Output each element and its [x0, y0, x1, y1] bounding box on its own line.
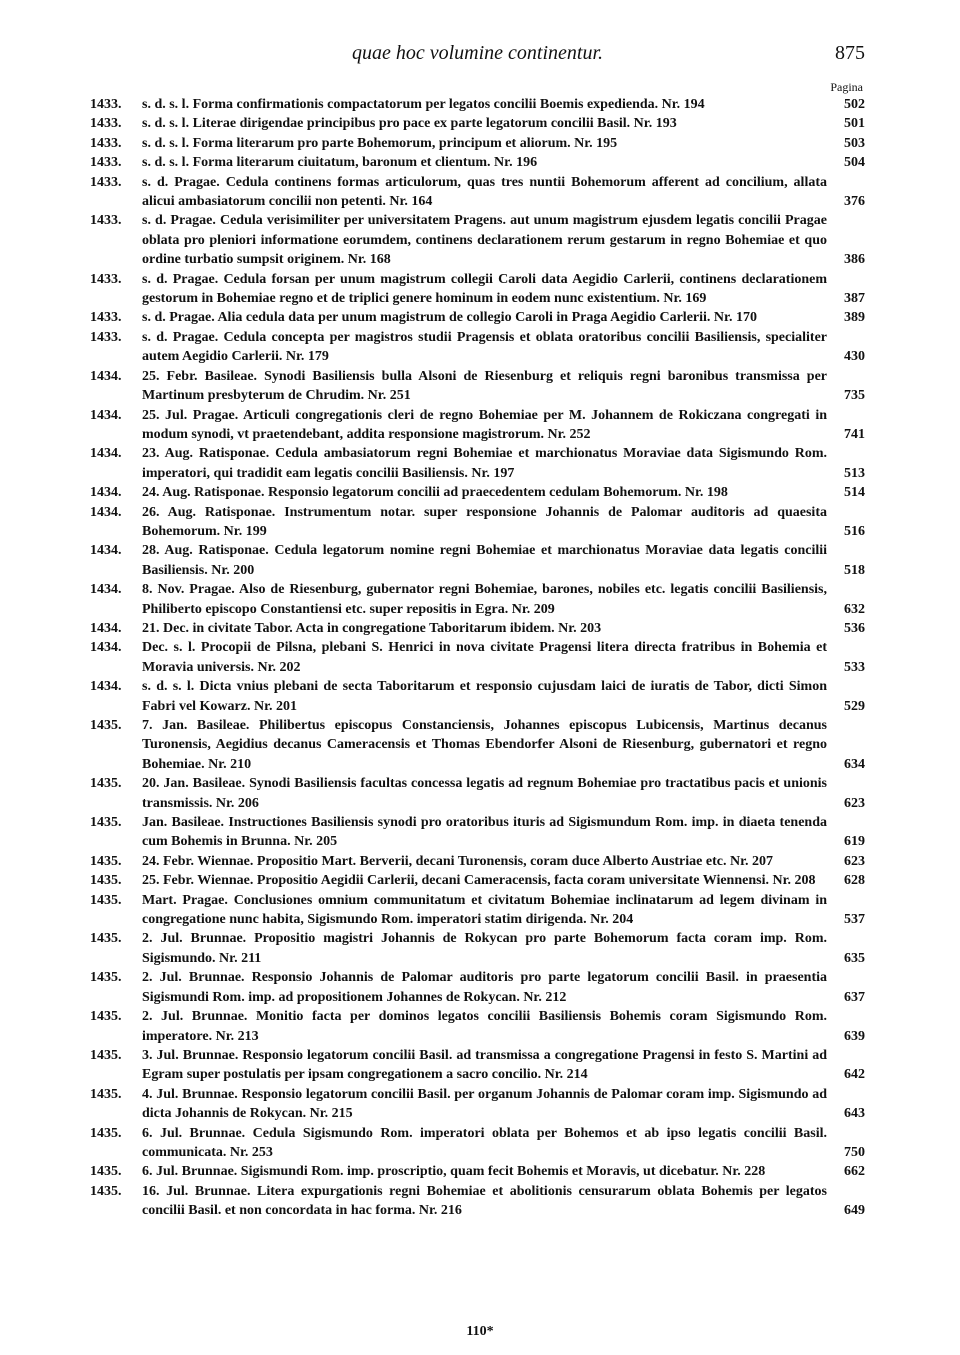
entry-year: 1435.: [90, 1164, 122, 1180]
contents-entry: [90, 1182, 865, 1221]
contents-entry: [90, 95, 865, 114]
entry-page-ref: 536: [844, 620, 865, 636]
entry-text: s. d. s. l. Forma literarum pro parte Bohemorum, principum et aliorum. Nr. 195: [142, 135, 618, 151]
entry-year: 1435.: [90, 1009, 122, 1025]
entry-page-ref: 502: [844, 97, 865, 112]
entry-year: 1435.: [90, 1183, 122, 1199]
entry-page-ref: 501: [844, 116, 865, 132]
entry-body: [142, 929, 865, 968]
contents-entry: [90, 328, 865, 367]
entry-text: s. d. s. l. Forma literarum ciuitatum, baronum et clientum. Nr. 196: [142, 155, 538, 171]
entry-text: 8. Nov. Pragae. Also de Riesenburg, gubernator regni Bohemiae, barones, nobiles etc. legatis concilii Basiliensis, Philiberto episcopo Constantiensi etc. super repositis in Egra. Nr. 209: [142, 582, 827, 617]
entry-text: 24. Febr. Wiennae. Propositio Mart. Berverii, decani Turonensis, coram duce Alberto Austriae etc. Nr. 207: [142, 853, 773, 869]
entry-text: s. d. Pragae. Cedula continens formas articulorum, quas tres nuntii Bohemorum afferent ad concilium, allata alicui ambasiatorum concilii non petenti. Nr. 164: [142, 174, 827, 210]
pagina-column-label: Pagina: [830, 80, 863, 94]
contents-entry: [90, 619, 865, 638]
contents-entry: [90, 406, 865, 445]
contents-entry: [90, 677, 865, 716]
entry-body: [142, 774, 865, 813]
entry-text: 25. Jul. Pragae. Articuli congregationis cleri de regno Bohemiae per M. Johannem de Rokiczana congregati in modum synodi, vt praetendebant, addita responsione magistrorum. Nr. 252: [142, 407, 827, 442]
entry-year: 1435.: [90, 1047, 122, 1063]
entry-text: Mart. Pragae. Conclusiones omnium communitatum et civitatum Bohemiae inclinatarum ad legem divinam in congregatione nunc habita, Sigismundo Rom. imperatori statim dirigenda. Nr. 204: [142, 892, 827, 928]
entry-body: [142, 173, 865, 212]
entry-page-ref: 735: [844, 388, 865, 404]
entry-page-ref: 635: [844, 950, 865, 966]
entry-body: [142, 114, 865, 133]
entry-year: 1433.: [90, 174, 122, 190]
entry-page-ref: 387: [844, 291, 865, 307]
contents-entry: [90, 173, 865, 212]
entry-body: [142, 852, 865, 871]
contents-entry: [90, 308, 865, 327]
contents-entry: [90, 580, 865, 619]
entry-text: 2. Jul. Brunnae. Propositio magistri Johannis de Rokycan pro parte Bohemorum facta coram imp. Rom. Sigismundo. Nr. 211: [142, 931, 827, 966]
entry-text: 26. Aug. Ratisponae. Instrumentum notar. super responsione Johannis de Palomar auditoris ad quaesita Bohemorum. Nr. 199: [142, 504, 827, 539]
entry-year: 1435.: [90, 718, 122, 733]
entry-year: 1435.: [90, 815, 122, 831]
entry-body: [142, 308, 865, 327]
running-header: [90, 42, 865, 72]
contents-entry: [90, 1007, 865, 1046]
entry-body: [142, 968, 865, 1007]
contents-entry: [90, 367, 865, 406]
contents-entry: [90, 1046, 865, 1085]
entry-page-ref: 632: [844, 601, 865, 617]
entry-page-ref: 639: [844, 1028, 865, 1044]
contents-entry: [90, 153, 865, 172]
entry-page-ref: 619: [844, 834, 865, 850]
entry-text: s. d. s. l. Dicta vnius plebani de secta Taboritarum et responsio cujusdam laici de iuratis de Tabor, dicti Simon Fabri vel Kowarz. Nr. 201: [142, 679, 827, 714]
entry-body: [142, 95, 865, 114]
entry-year: 1434.: [90, 504, 122, 520]
entry-text: Dec. s. l. Procopii de Pilsna, plebani S. Henrici in nova civitate Pragensi litera directa fratribus in Bohemia et Moravia universis. Nr. 202: [142, 640, 827, 675]
entry-page-ref: 628: [844, 873, 865, 889]
entry-body: [142, 1046, 865, 1085]
entry-body: [142, 638, 865, 677]
entry-year: 1433.: [90, 271, 122, 287]
entry-year: 1435.: [90, 931, 122, 947]
entry-body: [142, 619, 865, 638]
entry-body: [142, 580, 865, 619]
contents-entry: [90, 968, 865, 1007]
entry-body: [142, 1085, 865, 1124]
entry-page-ref: 386: [844, 252, 865, 268]
entry-text: s. d. Pragae. Cedula verisimiliter per universitatem Pragens. aut unum magistrum ejusdem legatis concilii Pragae oblata pro pleniori informatione eorumdem, continens declarationem rerum gestarum in regno Bohemiae et quo ordine turbatio sumpsit originem. Nr. 168: [142, 213, 827, 268]
entry-text: 4. Jul. Brunnae. Responsio legatorum concilii Basil. per organum Johannis de Palomar coram imp. Sigismundo ad dicta Johannis de Rokycan. Nr. 215: [142, 1086, 827, 1122]
page-number: 875: [835, 42, 865, 64]
entry-year: 1434.: [90, 407, 122, 423]
entry-text: 3. Jul. Brunnae. Responsio legatorum concilii Basil. ad transmissa a congregatione Pragensi in festo S. Martini ad Egram super postulatis per ipsam congregationem a sacro concilio. Nr. 214: [142, 1047, 827, 1083]
entry-year: 1435.: [90, 853, 122, 869]
contents-entry: [90, 929, 865, 968]
contents-entry: [90, 114, 865, 133]
entry-text: 20. Jan. Basileae. Synodi Basiliensis facultas concessa legatis ad regnum Bohemiae pro tractatibus pacis et unionis transmissis. Nr. 206: [142, 776, 827, 811]
entry-text: 25. Febr. Wiennae. Propositio Aegidii Carlerii, decani Cameracensis, facta coram universitate Wiennensi. Nr. 208: [142, 873, 816, 889]
contents-entry: [90, 444, 865, 483]
entry-text: s. d. s. l. Literae dirigendae principibus pro pace ex parte legatorum concilii Basil. Nr. 193: [142, 116, 677, 132]
entry-text: 23. Aug. Ratisponae. Cedula ambasiatorum regni Bohemiae et marchionatus Moraviae data Sigismundo Rom. imperatori, qui tradidit eam legatis concilii Basiliensis. Nr. 197: [142, 446, 827, 481]
entry-year: 1433.: [90, 213, 122, 229]
entry-year: 1433.: [90, 116, 122, 132]
entry-year: 1433.: [90, 329, 122, 345]
entry-body: [142, 134, 865, 153]
entry-page-ref: 389: [844, 310, 865, 326]
entry-text: s. d. Pragae. Alia cedula data per unum magistrum de collegio Caroli in Praga Aegidio Carlerii. Nr. 170: [142, 310, 757, 326]
entry-body: [142, 1162, 865, 1181]
entry-year: 1433.: [90, 135, 122, 151]
entry-year: 1434.: [90, 679, 122, 695]
contents-entry: [90, 871, 865, 890]
entry-year: 1434.: [90, 368, 122, 384]
entry-year: 1433.: [90, 310, 122, 326]
entry-year: 1435.: [90, 892, 122, 908]
entry-text: 25. Febr. Basileae. Synodi Basiliensis bulla Alsoni de Riesenburg et reliquis regni baronibus transmissa per Martinum presbyterum de Chrudim. Nr. 251: [142, 368, 827, 404]
entry-page-ref: 376: [844, 194, 865, 210]
contents-entry: [90, 270, 865, 309]
entry-page-ref: 637: [844, 989, 865, 1005]
entry-page-ref: 750: [844, 1144, 865, 1160]
entry-text: s. d. Pragae. Cedula forsan per unum magistrum collegii Caroli data Aegidio Carlerii, continens declarationem gestorum in Bohemiae regno et de triplici genere hominum in eodem nunc existentium. Nr. 169: [142, 271, 827, 307]
contents-entry: [90, 716, 865, 774]
entry-page-ref: 623: [844, 853, 865, 869]
entry-page-ref: 537: [844, 912, 865, 928]
entry-body: [142, 444, 865, 483]
entry-text: 16. Jul. Brunnae. Litera expurgationis regni Bohemiae et abolitionis censurarum oblata Bohemis per legatos concilii Basil. et non concordata in hac forma. Nr. 216: [142, 1183, 827, 1219]
contents-entry: [90, 638, 865, 677]
contents-entry: [90, 813, 865, 852]
entry-body: [142, 871, 865, 890]
entry-page-ref: 514: [844, 485, 865, 501]
entry-text: s. d. s. l. Forma confirmationis compactatorum per legatos concilii Boemis expedienda. Nr. 194: [142, 97, 705, 112]
entry-body: [142, 328, 865, 367]
entry-year: 1435.: [90, 1125, 122, 1141]
contents-entry: [90, 134, 865, 153]
contents-entry: [90, 1162, 865, 1181]
entry-year: 1433.: [90, 155, 122, 171]
entry-text: 21. Dec. in civitate Tabor. Acta in congregatione Taboritarum ibidem. Nr. 203: [142, 620, 602, 636]
contents-entry: [90, 211, 865, 269]
entry-body: [142, 1124, 865, 1163]
contents-entry: [90, 503, 865, 542]
entry-year: 1434.: [90, 485, 122, 501]
entry-body: [142, 716, 865, 774]
contents-entry: [90, 1124, 865, 1163]
entry-page-ref: 634: [844, 756, 865, 772]
entry-year: 1435.: [90, 873, 122, 889]
entry-body: [142, 406, 865, 445]
entry-text: 7. Jan. Basileae. Philibertus episcopus Constanciensis, Johannes episcopus Lubicensis, Martinus decanus Turonensis, Aegidius decanus Cameracensis et Thomas Ebendorfer Alsoni de Riesenburg, gubernatori et regno Bohemiae. Nr. 210: [142, 718, 827, 772]
contents-entry: [90, 541, 865, 580]
entry-text: 2. Jul. Brunnae. Monitio facta per dominos legatos concilii Basiliensis Bohemis coram Sigismundo Rom. imperatore. Nr. 213: [142, 1009, 827, 1044]
entry-body: [142, 367, 865, 406]
entry-page-ref: 623: [844, 795, 865, 811]
contents-entry: [90, 1085, 865, 1124]
contents-list: [90, 95, 865, 1221]
entry-body: [142, 483, 865, 502]
entry-page-ref: 504: [844, 155, 865, 171]
entry-text: 2. Jul. Brunnae. Responsio Johannis de Palomar auditoris pro parte legatorum concilii Basil. in praesentia Sigismundi Rom. imp. ad propositionem Johannes de Rokycan. Nr. 212: [142, 970, 827, 1005]
entry-text: 6. Jul. Brunnae. Sigismundi Rom. imp. proscriptio, quam fecit Bohemis et Moravis, ut dicebatur. Nr. 228: [142, 1164, 766, 1180]
running-title: quae hoc volumine continentur.: [351, 42, 604, 64]
entry-page-ref: 518: [844, 562, 865, 578]
entry-text: 28. Aug. Ratisponae. Cedula legatorum nomine regni Bohemiae et marchionatus Moraviae data legatis concilii Basiliensis. Nr. 200: [142, 543, 827, 578]
entry-year: 1434.: [90, 582, 122, 598]
entry-text: Jan. Basileae. Instructiones Basiliensis synodi pro oratoribus ituris ad Sigismundum Rom. imp. in diaeta tenenda cum Bohemis in Brunna. Nr. 205: [142, 815, 827, 850]
entry-body: [142, 677, 865, 716]
entry-body: [142, 1007, 865, 1046]
entry-body: [142, 211, 865, 269]
entry-text: 6. Jul. Brunnae. Cedula Sigismundo Rom. imperatori oblata per Bohemos et ab ipso legatis concilii Basil. communicata. Nr. 253: [142, 1125, 827, 1160]
entry-year: 1435.: [90, 970, 122, 986]
entry-body: [142, 503, 865, 542]
entry-page-ref: 662: [844, 1164, 865, 1180]
entry-body: [142, 891, 865, 930]
entry-body: [142, 1182, 865, 1221]
entry-body: [142, 813, 865, 852]
entry-page-ref: 533: [844, 659, 865, 675]
contents-entry: [90, 852, 865, 871]
entry-year: 1435.: [90, 776, 122, 792]
signature-mark: 110*: [466, 1324, 494, 1339]
entry-page-ref: 430: [844, 349, 865, 365]
entry-body: [142, 153, 865, 172]
entry-text: 24. Aug. Ratisponae. Responsio legatorum concilii ad praecedentem cedulam Bohemorum. Nr. 198: [142, 485, 728, 501]
entry-text: s. d. Pragae. Cedula concepta per magistros studii Pragensis et oblata oratoribus concilii Basiliensis, specialiter autem Aegidio Carlerii. Nr. 179: [142, 329, 827, 365]
entry-page-ref: 643: [844, 1106, 865, 1122]
entry-body: [142, 270, 865, 309]
entry-page-ref: 741: [844, 426, 865, 442]
entry-year: 1435.: [90, 1086, 122, 1102]
entry-year: 1434.: [90, 640, 122, 656]
entry-body: [142, 541, 865, 580]
contents-entry: [90, 891, 865, 930]
entry-year: 1433.: [90, 97, 122, 112]
entry-page-ref: 649: [844, 1203, 865, 1219]
contents-entry: [90, 483, 865, 502]
entry-year: 1434.: [90, 543, 122, 559]
contents-entry: [90, 774, 865, 813]
entry-page-ref: 516: [844, 523, 865, 539]
entry-page-ref: 529: [844, 698, 865, 714]
entry-year: 1434.: [90, 620, 122, 636]
entry-page-ref: 503: [844, 135, 865, 151]
entry-page-ref: 513: [844, 465, 865, 481]
entry-year: 1434.: [90, 446, 122, 462]
entry-page-ref: 642: [844, 1067, 865, 1083]
